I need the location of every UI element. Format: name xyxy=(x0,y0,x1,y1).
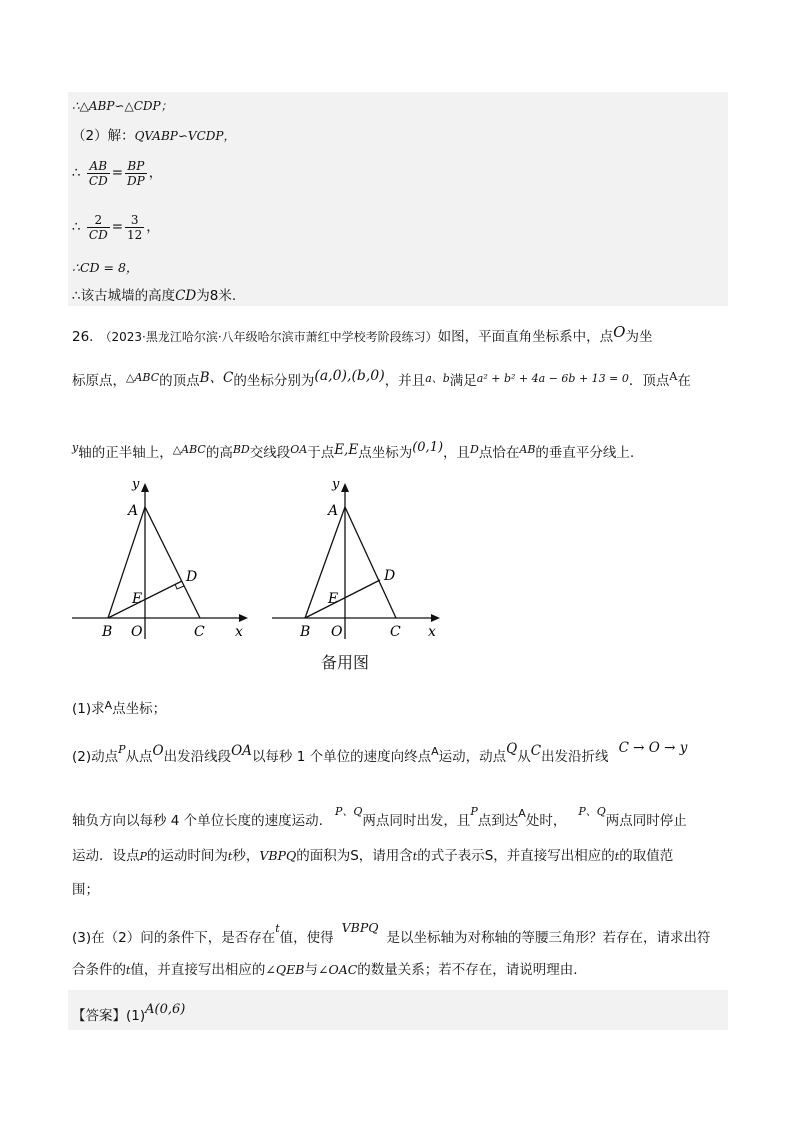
label-d: D xyxy=(384,568,396,584)
label-e: E xyxy=(132,591,143,607)
problem-26-line-1: 26. （2023·黑龙江哈尔滨·八年级哈尔滨市萧红中学校考阶段练习）如图，平面直角坐标系中，点O为坐 xyxy=(72,323,653,345)
solution-box xyxy=(68,92,728,306)
figure-caption: 备用图 xyxy=(321,653,370,672)
figure-backup xyxy=(268,475,468,645)
label-d: D xyxy=(186,569,198,585)
fraction-bp-dp: $\frac{BP}{DP}$ xyxy=(127,159,145,188)
problem-26-line-2: 标原点，$^{\triangle ABC}$的顶点B、C的坐标分别为(a,0),(b,0)，并且$^{a、b}$满足$^{a^2 + b^2 + 4a - 6b + 13 = 0}$．顶点$^A$在 xyxy=(72,368,691,389)
label-x: x xyxy=(428,624,436,640)
question-2-line-2: 轴负方向以每秒 4 个单位长度的速度运动.$^{P、Q}$两点同时出发，且$^P$点到达$^A$处时，$^{P、Q}$两点同时停止 xyxy=(72,805,687,829)
label-a: A xyxy=(328,503,339,519)
figure-main xyxy=(68,475,268,645)
solution-line-4: ∴ $\frac{2}{CD}$ = $\frac{3}{12}$ ， xyxy=(72,213,160,242)
label-x: x xyxy=(235,624,243,640)
solution-line-5: ∴CD = 8， xyxy=(72,260,139,275)
solution-line-1: ∴△ABP∽△CDP； xyxy=(72,99,173,113)
label-y: y xyxy=(332,477,340,492)
label-c: C xyxy=(390,624,401,640)
label-a: A xyxy=(128,503,139,519)
question-2-line-3: 运动．设点P的运动时间为t秒，VBPQ的面积为S，请用含t的式子表示S，并直接写出相应的t的取值范 xyxy=(72,848,674,864)
label-e: E xyxy=(328,591,339,607)
question-2-line-4: 围； xyxy=(72,882,99,898)
problem-26-line-3: $^y$轴的正半轴上，$^{\triangle ABC}$的高$^{BD}$交线段$^{OA}$于点E,E点坐标为(0,1)，且$^D$点恰在$^{AB}$的垂直平分线上. xyxy=(72,440,635,461)
question-3-line-2: 合条件的t值，并直接写出相应的∠QEB与∠OAC的数量关系；若不存在，请说明理由. xyxy=(72,962,578,978)
label-b: B xyxy=(300,624,311,640)
solution-line-3: ∴ $\frac{AB}{CD}$ = $\frac{BP}{DP}$ ， xyxy=(72,159,163,188)
label-y: y xyxy=(132,477,140,492)
label-c: C xyxy=(194,624,205,640)
solution-line-6: ∴该古城墙的高度CD为8米. xyxy=(72,288,237,304)
fraction-ab-cd: $\frac{AB}{CD}$ xyxy=(88,159,108,188)
solution-line-2: （2）解：QVABP∽VCDP， xyxy=(72,128,236,144)
label-b: B xyxy=(102,624,113,640)
label-o: O xyxy=(131,624,143,640)
question-1: (1)求$^A$点坐标； xyxy=(72,699,167,717)
fraction-2-cd: $\frac{2}{CD}$ xyxy=(88,213,108,242)
fraction-3-12: $\frac{3}{12}$ xyxy=(127,213,143,242)
label-o: O xyxy=(331,624,343,640)
question-2-line-1: (2)动点$^P$从点O出发沿线段OA以每秒 1 个单位的速度向终点$^A$运动，动点Q从C出发沿折线C → O → y xyxy=(72,740,688,765)
question-3-line-1: (3)在（2）问的条件下，是否存在$^t$值，使得VBPQ是以坐标轴为对称轴的等腰三角形？若存在，请求出符 xyxy=(72,920,711,946)
answer-line: 【答案】(1)A(0,6) xyxy=(72,1002,186,1024)
